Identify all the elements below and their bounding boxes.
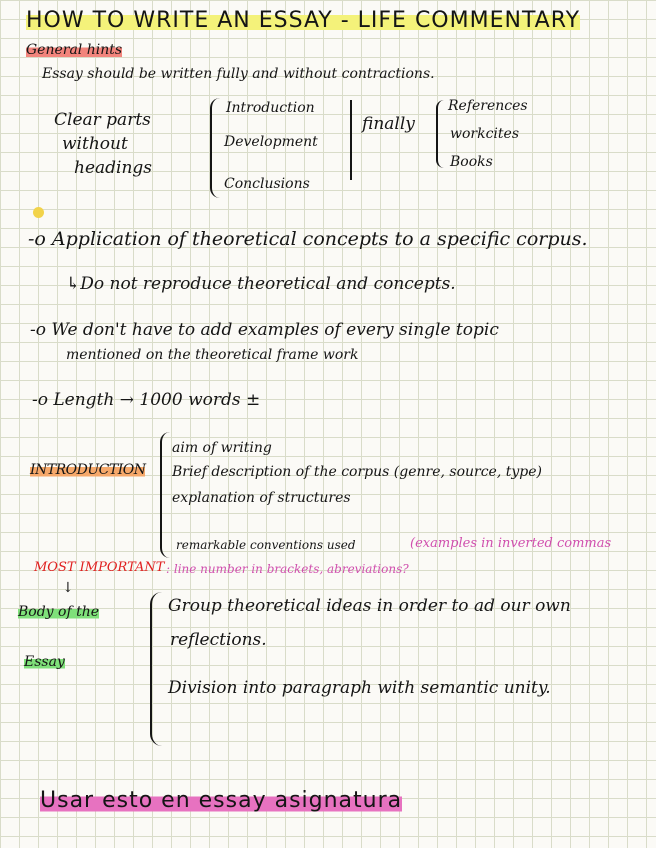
parts-label-1: Clear parts xyxy=(54,110,151,130)
most-important-label: MOST IMPORTANT xyxy=(34,560,165,575)
footer-note: Usar esto en essay asignatura xyxy=(40,788,403,813)
finally-item-workcites: workcites xyxy=(450,126,520,142)
parts-label-2: without xyxy=(62,134,128,154)
arrow-down-icon: ↓ xyxy=(62,580,74,596)
part-development: Development xyxy=(224,134,318,150)
introduction-label: INTRODUCTION xyxy=(30,462,146,478)
parts-label-3: headings xyxy=(74,158,153,178)
intro-pink-note: (examples in inverted commas xyxy=(410,536,612,551)
point-examples-cont: mentioned on the theoretical frame work xyxy=(66,347,359,363)
body-division: Division into paragraph with semantic unity. xyxy=(168,678,551,698)
finally-bracket xyxy=(436,100,444,168)
introduction-bracket xyxy=(160,432,170,558)
finally-item-books: Books xyxy=(450,154,493,170)
body-bracket xyxy=(150,592,162,746)
parts-bracket xyxy=(210,98,220,198)
part-introduction: Introduction xyxy=(226,100,315,116)
intro-aim: aim of writing xyxy=(172,440,272,456)
general-hints-line: Essay should be written fully and without contractions. xyxy=(42,66,435,82)
yellow-dot xyxy=(33,207,44,218)
point-application: -o Application of theoretical concepts to a specific corpus. xyxy=(28,228,588,250)
point-length: -o Length → 1000 words ± xyxy=(32,390,261,410)
intro-conventions: remarkable conventions used xyxy=(176,538,356,552)
intro-description: Brief description of the corpus (genre, source, type) xyxy=(172,464,542,480)
page-title: HOW TO WRITE AN ESSAY - LIFE COMMENTARY xyxy=(26,8,581,33)
finally-item-references: References xyxy=(448,98,528,114)
body-group-ideas: Group theoretical ideas in order to ad our own xyxy=(168,596,571,616)
body-label-line1: Body of the xyxy=(18,604,100,620)
body-reflections: reflections. xyxy=(170,630,267,650)
intro-structures: explanation of structures xyxy=(172,490,351,506)
most-important-text: : line number in brackets, abreviations? xyxy=(166,562,409,576)
general-hints-heading: General hints xyxy=(26,42,123,58)
body-label-line2: Essay xyxy=(24,654,65,670)
point-examples: -o We don't have to add examples of every single topic xyxy=(30,320,499,340)
divider-line xyxy=(350,100,352,180)
part-conclusions: Conclusions xyxy=(224,176,310,192)
point-do-not-reproduce: ↳Do not reproduce theoretical and concepts. xyxy=(66,274,456,294)
finally-label: finally xyxy=(362,114,415,134)
